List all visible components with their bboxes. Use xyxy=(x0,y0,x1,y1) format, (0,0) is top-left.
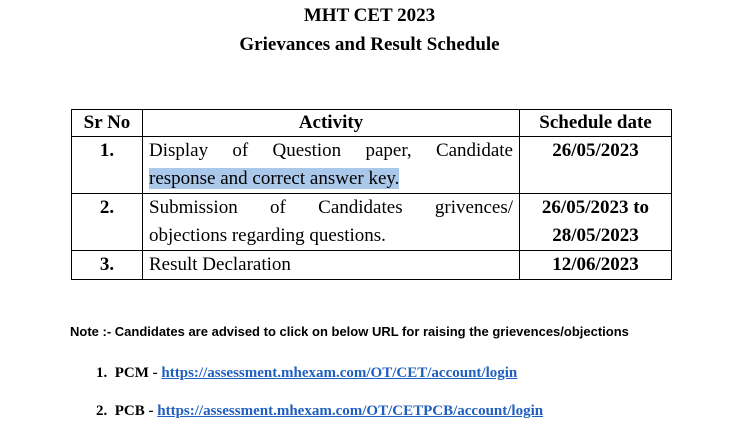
link-label: PCM - xyxy=(114,365,158,381)
activity-cell xyxy=(143,137,520,194)
link-item-pcb xyxy=(96,403,543,420)
sr-no-cell: 3. xyxy=(72,251,143,280)
activity-text: Submission of Candidates grivences/ xyxy=(149,197,513,218)
schedule-date-cell: 26/05/2023 xyxy=(520,137,672,194)
table-row xyxy=(72,251,672,280)
activity-cell xyxy=(143,251,520,280)
link-number: 2. xyxy=(96,403,108,419)
activity-text: Result Declaration xyxy=(149,254,291,275)
column-header-schedule-date: Schedule date xyxy=(520,110,672,137)
page-title: MHT CET 2023 xyxy=(303,5,436,26)
activity-cell xyxy=(143,194,520,251)
table-header-row xyxy=(72,110,672,137)
table-row xyxy=(72,194,672,251)
link-item-pcm xyxy=(96,365,517,382)
link-label: PCB - xyxy=(114,403,154,419)
highlighted-activity-text: response and correct answer key. xyxy=(149,168,400,189)
pcm-login-link[interactable]: https://assessment.mhexam.com/OT/CET/account/login xyxy=(161,365,518,381)
sr-no-cell: 2. xyxy=(72,194,143,251)
note-text: Note :- Candidates are advised to click on below URL for raising the grievences/objections xyxy=(70,324,629,339)
schedule-table xyxy=(71,109,672,280)
link-number: 1. xyxy=(96,365,108,381)
page-subtitle: Grievances and Result Schedule xyxy=(239,34,500,55)
schedule-date-cell: 12/06/2023 xyxy=(520,251,672,280)
activity-text: Display of Question paper, Candidate xyxy=(149,140,513,161)
table-row xyxy=(72,137,672,194)
schedule-date-end: 28/05/2023 xyxy=(552,225,639,246)
column-header-activity: Activity xyxy=(143,110,520,137)
schedule-date-cell xyxy=(520,194,672,251)
schedule-date-start: 26/05/2023 to xyxy=(541,197,650,218)
pcb-login-link[interactable]: https://assessment.mhexam.com/OT/CETPCB/account/login xyxy=(157,403,544,419)
activity-text: objections regarding questions. xyxy=(149,225,386,246)
column-header-sr-no: Sr No xyxy=(72,110,143,137)
sr-no-cell: 1. xyxy=(72,137,143,194)
